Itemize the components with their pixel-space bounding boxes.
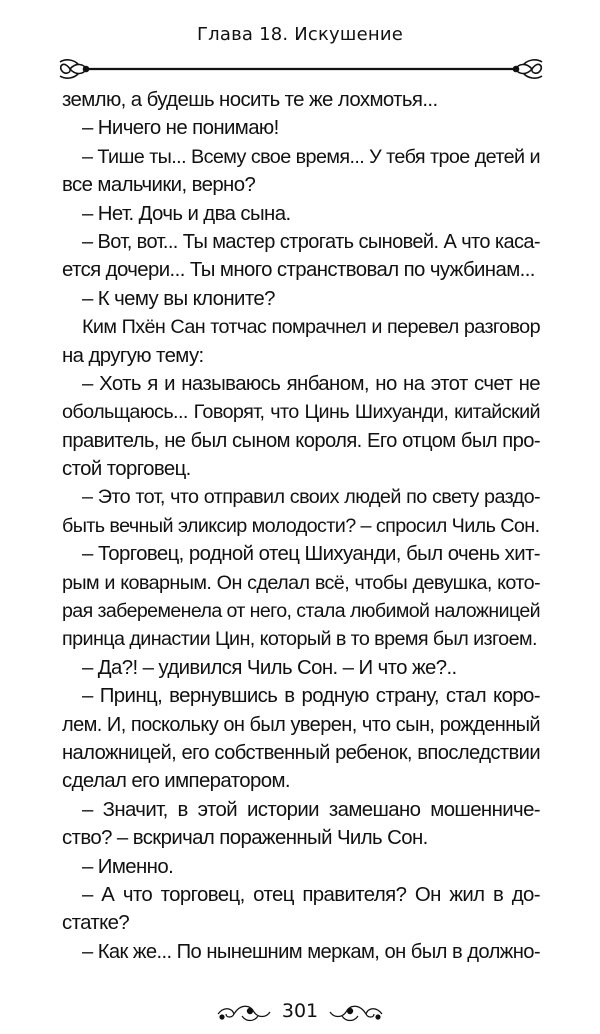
text-line: на другую тему: — [62, 344, 204, 367]
left-flourish-icon — [60, 60, 89, 78]
text-line: – К чему вы клоните? — [82, 287, 275, 310]
text-line: ется дочери... Ты много странствовал по чужбинам... — [62, 259, 535, 282]
text-line: статке? — [62, 912, 130, 935]
page-number: 301 — [281, 1000, 319, 1022]
text-line: рая забеременела от него, стала любимой наложницей — [62, 600, 540, 623]
text-line: сделал его императором. — [62, 770, 290, 793]
header-ornament-rule — [56, 56, 546, 82]
text-line: – Значит, в этой истории замешано мошенниче- — [82, 798, 540, 821]
text-line: – Это тот, что отправил своих людей по свету раздо- — [82, 486, 540, 509]
text-line: – Ничего не понимаю! — [82, 117, 279, 140]
text-line: – Именно. — [82, 855, 174, 878]
text-line: стой торговец. — [62, 458, 191, 481]
text-line: – А что торговец, отец правителя? Он жил в до- — [82, 883, 540, 906]
text-line: лем. И, поскольку он был уверен, что сын, рожденный — [62, 713, 540, 736]
text-line: – Да?! – удивился Чиль Сон. – И что же?.. — [82, 656, 457, 679]
text-line: – Торговец, родной отец Шихуанди, был очень хит- — [82, 543, 540, 566]
text-line: обольщаюсь... Говорят, что Цинь Шихуанди, китайский — [62, 401, 540, 424]
text-line: рым и коварным. Он сделал всё, чтобы девушка, кото- — [62, 571, 540, 594]
text-line: – Как же... По нынешним меркам, он был в должно- — [82, 940, 540, 963]
right-flourish-icon — [514, 60, 543, 78]
text-line: – Принц, вернувшись в родную страну, стал коро- — [82, 685, 540, 708]
text-line: ство? – вскричал пораженный Чиль Сон. — [62, 827, 428, 850]
text-line: правитель, не был сыном короля. Его отцом был про- — [62, 429, 540, 452]
body-text — [62, 86, 540, 966]
text-line: – Хоть я и называюсь янбаном, но на этот счет не — [82, 372, 540, 395]
text-line: – Тише ты... Всему свое время... У тебя трое детей и — [82, 145, 540, 168]
text-line: – Нет. Дочь и два сына. — [82, 202, 291, 225]
text-line: Ким Пхён Сан тотчас помрачнел и перевел разговор — [82, 316, 540, 339]
footer-right-flourish-icon — [326, 1002, 386, 1026]
text-line: наложницей, его собственный ребенок, впоследствии — [62, 741, 540, 764]
text-line: принца династии Цин, который в то время был изгоем. — [62, 628, 537, 651]
page-footer — [0, 1000, 600, 1034]
text-line: – Вот, вот... Ты мастер строгать сыновей. А что каса- — [82, 230, 540, 253]
text-line: быть вечный эликсир молодости? – спросил Чиль Сон. — [62, 514, 540, 537]
text-line: землю, а будешь носить те же лохмотья... — [62, 89, 438, 111]
chapter-title: Глава 18. Искушение — [197, 24, 403, 45]
text-line: все мальчики, верно? — [62, 174, 256, 197]
